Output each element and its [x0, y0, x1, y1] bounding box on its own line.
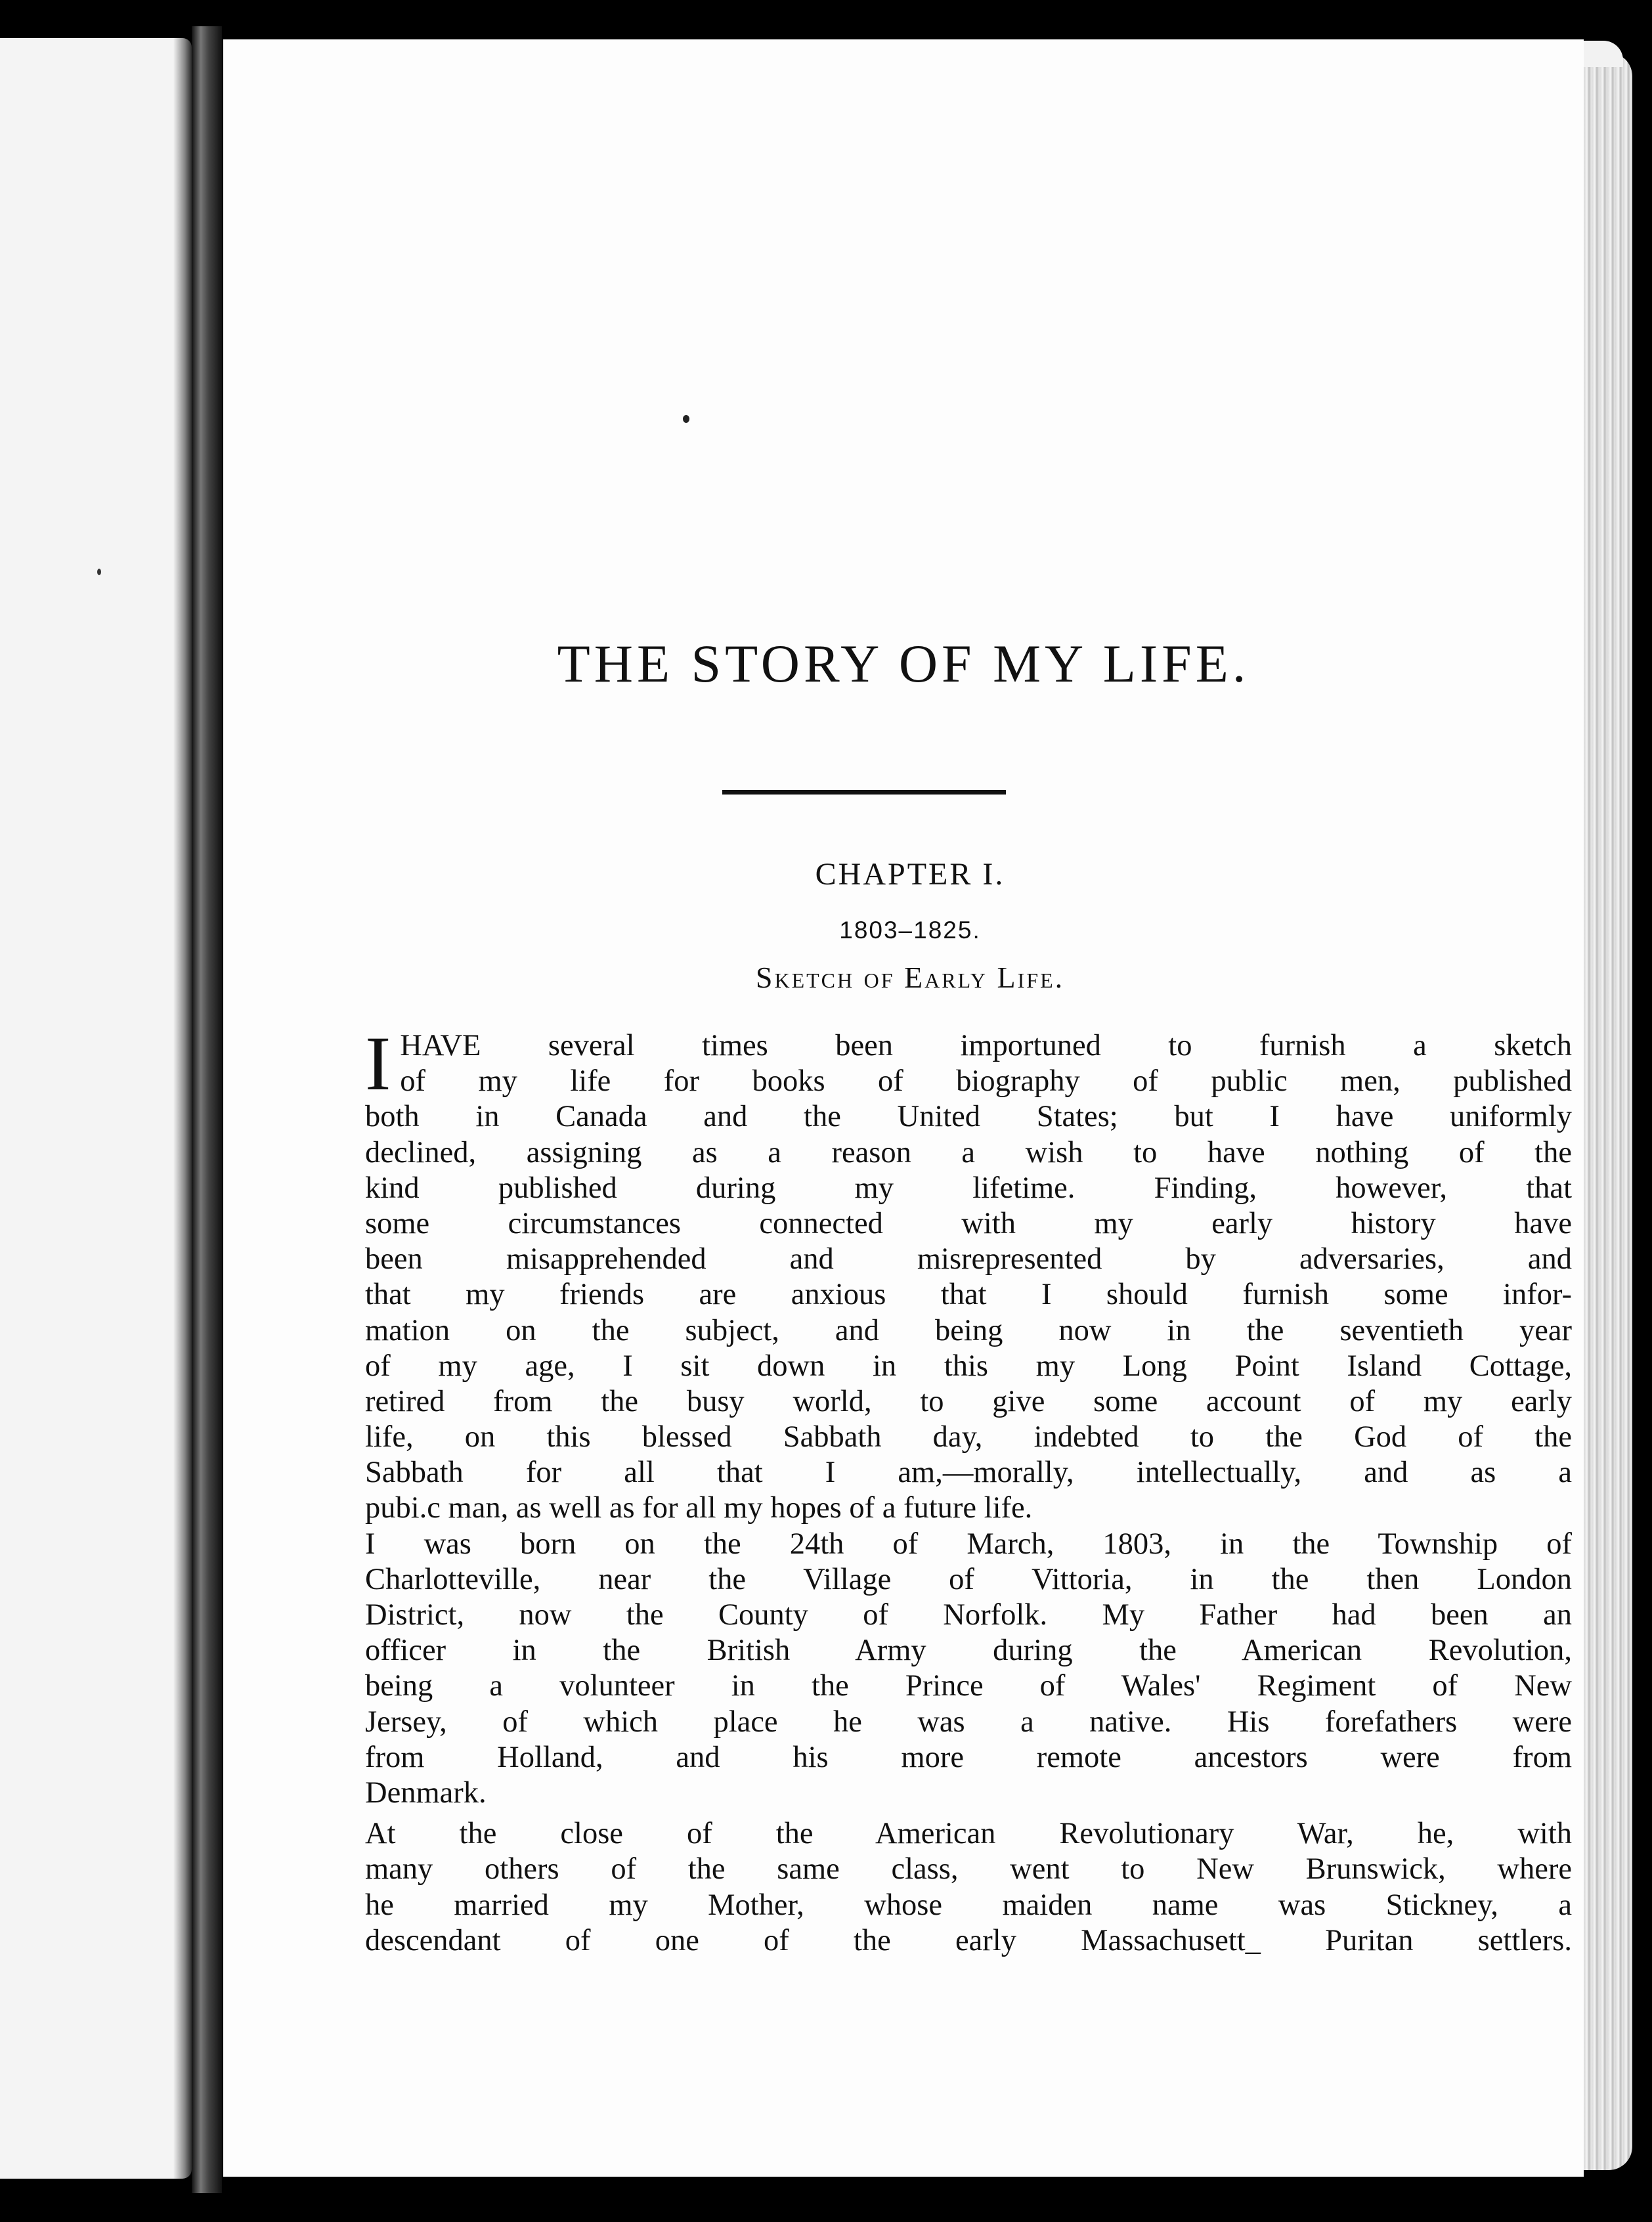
ink-speck [683, 415, 689, 423]
page-fold-shadow [173, 38, 192, 2179]
page-edges [1584, 53, 1632, 2170]
chapter-years: 1803–1825. [839, 917, 981, 944]
chapter-subtitle: Sketch of Early Life. [755, 961, 1065, 994]
text-line: he married my Mother, whose maiden name was Stickney, a [365, 1888, 1572, 1922]
text-line: many others of the same class, went to New Brunswick, where [365, 1852, 1572, 1886]
text-line: At the close of the American Revolutionary War, he, with [365, 1817, 1572, 1851]
text-line: from Holland, and his more remote ancestors were from [365, 1740, 1572, 1774]
text-line: descendant of one of the early Massachusett_ Puritan settlers. [365, 1923, 1572, 1957]
text-line: both in Canada and the United States; but I have uniformly [365, 1100, 1572, 1134]
text-line: some circumstances connected with my early history have [365, 1206, 1572, 1240]
text-line: officer in the British Army during the American Revolution, [365, 1634, 1572, 1668]
text-line: of my life for books of biography of public men, published [400, 1064, 1572, 1099]
paragraph-3 [365, 1816, 1572, 1959]
text-line: retired from the busy world, to give some account of my early [365, 1384, 1572, 1418]
book-spine [192, 26, 222, 2193]
text-line: declined, assigning as a reason a wish to have nothing of the [365, 1135, 1572, 1169]
text-line: Sabbath for all that I am,—morally, intellectually, and as a [365, 1456, 1572, 1490]
text-line: kind published during my lifetime. Finding, however, that [365, 1171, 1572, 1205]
paragraph-1 [365, 1099, 1572, 1526]
ink-speck [97, 569, 101, 575]
chapter-heading: CHAPTER I. [815, 857, 1005, 892]
text-line: HAVE several times been importuned to furnish a sketch [400, 1029, 1572, 1062]
text-line: Charlotteville, near the Village of Vittoria, in the then London [365, 1562, 1572, 1596]
opening-lines [365, 1028, 1572, 1099]
text-line: of my age, I sit down in this my Long Point Island Cottage, [365, 1349, 1572, 1383]
facing-page [0, 38, 192, 2179]
text-line: Denmark. [365, 1775, 487, 1810]
text-line: I was born on the 24th of March, 1803, in the Township of [365, 1527, 1572, 1561]
text-line: life, on this blessed Sabbath day, indebted to the God of the [365, 1420, 1572, 1454]
text-line: been misapprehended and misrepresented by adversaries, and [365, 1242, 1572, 1276]
title-rule [722, 790, 1006, 795]
text-line: being a volunteer in the Prince of Wales' Regiment of New [365, 1669, 1572, 1703]
book-page [223, 39, 1584, 2177]
text-line: pubi.c man, as well as for all my hopes of a future life. [365, 1491, 1033, 1525]
text-line: that my friends are anxious that I should furnish some infor- [365, 1278, 1572, 1312]
book-title: THE STORY OF MY LIFE. [557, 634, 1250, 693]
drop-cap: I [365, 1028, 391, 1100]
text-line: mation on the subject, and being now in the seventieth year [365, 1313, 1572, 1347]
page-edge-cap [1584, 41, 1623, 67]
text-line: Jersey, of which place he was a native. His forefathers were [365, 1705, 1572, 1739]
paragraph-2 [365, 1527, 1572, 1812]
text-line: District, now the County of Norfolk. My Father had been an [365, 1598, 1572, 1632]
chapter-body [365, 1028, 1572, 1959]
